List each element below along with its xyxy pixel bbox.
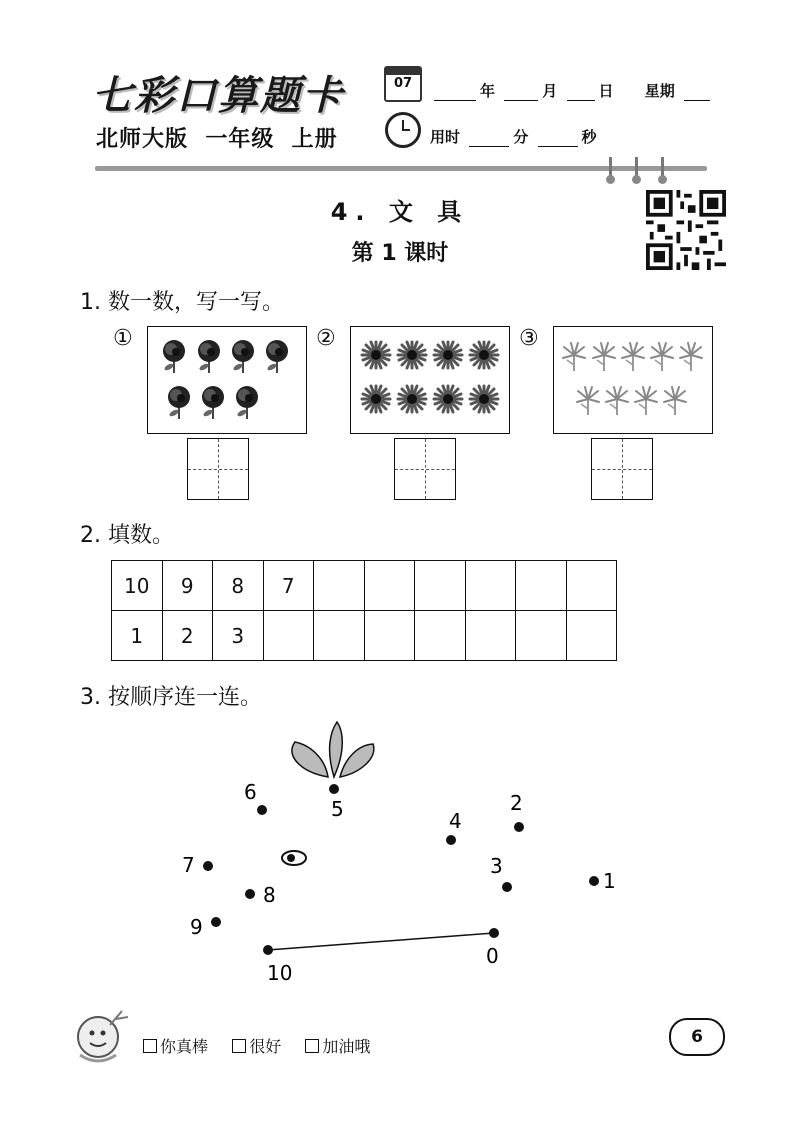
answer-box-2[interactable] bbox=[394, 438, 456, 500]
table-cell: 3 bbox=[213, 611, 264, 661]
edition-label: 北师大版 一年级 上册 bbox=[96, 127, 338, 152]
blank-cell[interactable] bbox=[465, 561, 516, 611]
blank-cell[interactable] bbox=[516, 611, 567, 661]
daisy-icon bbox=[470, 342, 498, 368]
blank-cell[interactable] bbox=[314, 561, 365, 611]
blank-cell[interactable] bbox=[314, 611, 365, 661]
minute-label: 分 bbox=[513, 128, 529, 146]
table-row bbox=[112, 611, 617, 661]
dot-label-2: 2 bbox=[510, 791, 523, 815]
blank-cell[interactable] bbox=[566, 561, 617, 611]
blank-cell[interactable] bbox=[364, 611, 415, 661]
table-cell: 10 bbox=[112, 561, 163, 611]
dot-label-6: 6 bbox=[244, 780, 257, 804]
checkbox[interactable] bbox=[305, 1039, 319, 1053]
binder-ring-icon bbox=[661, 157, 664, 181]
blank-cell[interactable] bbox=[465, 611, 516, 661]
binder-ring-icon bbox=[609, 157, 612, 181]
dot-9[interactable] bbox=[211, 917, 221, 927]
spout-middle-icon bbox=[330, 722, 343, 777]
calendar-icon-number: 07 bbox=[393, 76, 413, 91]
checkbox[interactable] bbox=[232, 1039, 246, 1053]
blank-cell[interactable] bbox=[415, 611, 466, 661]
rose-icon bbox=[266, 340, 288, 373]
lily-icon bbox=[606, 387, 628, 415]
dot-label-5: 5 bbox=[331, 797, 344, 821]
question-2-title: 2. 填数。 bbox=[80, 523, 174, 548]
dot-7[interactable] bbox=[203, 861, 213, 871]
connect-dots-figure bbox=[0, 700, 800, 1000]
rose-icon bbox=[202, 386, 224, 419]
checkbox[interactable] bbox=[143, 1039, 157, 1053]
table-cell: 2 bbox=[162, 611, 213, 661]
picture-box-daisies bbox=[350, 326, 510, 434]
lily-icon bbox=[563, 343, 585, 371]
question-3-title: 3. 按顺序连一连。 bbox=[80, 685, 262, 710]
dot-3[interactable] bbox=[502, 882, 512, 892]
time-used-label: 用时 bbox=[430, 128, 461, 146]
picture-box-lilies bbox=[553, 326, 713, 434]
calendar-icon bbox=[384, 66, 422, 102]
dot-label-3: 3 bbox=[490, 854, 503, 878]
lily-icon bbox=[622, 343, 644, 371]
dot-6[interactable] bbox=[257, 805, 267, 815]
rose-icon bbox=[168, 386, 190, 419]
dot-8[interactable] bbox=[245, 889, 255, 899]
time-line bbox=[430, 126, 597, 147]
binder-ring-icon bbox=[635, 157, 638, 181]
feedback-options bbox=[143, 1034, 370, 1057]
blank-cell[interactable] bbox=[263, 611, 314, 661]
weekday-label: 星期 bbox=[644, 82, 675, 100]
minute-blank[interactable] bbox=[469, 130, 509, 147]
day-label: 日 bbox=[598, 82, 614, 100]
header-divider bbox=[95, 166, 707, 171]
feedback-option-great[interactable]: 你真棒 bbox=[143, 1037, 208, 1056]
lesson-subtitle: 第 1 课时 bbox=[351, 241, 449, 266]
date-line bbox=[430, 80, 714, 101]
dot-label-4: 4 bbox=[449, 809, 462, 833]
item-marker-3: ③ bbox=[519, 326, 539, 351]
item-marker-2: ② bbox=[316, 326, 336, 351]
rose-icon bbox=[198, 340, 220, 373]
lily-icon bbox=[635, 387, 657, 415]
second-blank[interactable] bbox=[538, 130, 578, 147]
table-cell: 9 bbox=[162, 561, 213, 611]
rose-icon bbox=[163, 340, 185, 373]
dot-1[interactable] bbox=[589, 876, 599, 886]
dot-10[interactable] bbox=[263, 945, 273, 955]
day-blank[interactable] bbox=[567, 84, 595, 101]
year-label: 年 bbox=[480, 82, 496, 100]
dot-label-7: 7 bbox=[182, 853, 195, 877]
mascot-icon bbox=[70, 1005, 134, 1069]
dot-label-10: 10 bbox=[267, 961, 293, 985]
feedback-option-keep-going[interactable]: 加油哦 bbox=[305, 1037, 370, 1056]
dot-0[interactable] bbox=[489, 928, 499, 938]
dot-5[interactable] bbox=[329, 784, 339, 794]
blank-cell[interactable] bbox=[364, 561, 415, 611]
daisy-icon bbox=[362, 386, 390, 412]
feedback-option-good[interactable]: 很好 bbox=[232, 1037, 281, 1056]
spout-right-icon bbox=[340, 744, 374, 777]
number-fill-table bbox=[111, 560, 617, 661]
blank-cell[interactable] bbox=[566, 611, 617, 661]
lily-icon bbox=[577, 387, 599, 415]
daisy-icon bbox=[398, 342, 426, 368]
answer-box-3[interactable] bbox=[591, 438, 653, 500]
roses-picture bbox=[148, 327, 306, 433]
month-blank[interactable] bbox=[504, 84, 538, 101]
table-cell: 8 bbox=[213, 561, 264, 611]
month-label: 月 bbox=[542, 82, 558, 100]
blank-cell[interactable] bbox=[415, 561, 466, 611]
daisy-icon bbox=[362, 342, 390, 368]
lily-icon bbox=[680, 343, 702, 371]
year-blank[interactable] bbox=[434, 84, 476, 101]
daisy-icon bbox=[434, 386, 462, 412]
dot-label-0: 0 bbox=[486, 944, 499, 968]
picture-box-roses bbox=[147, 326, 307, 434]
table-cell: 7 bbox=[263, 561, 314, 611]
second-label: 秒 bbox=[581, 128, 597, 146]
eye-pupil-icon bbox=[287, 854, 295, 862]
page-number: 6 bbox=[669, 1018, 725, 1056]
dot-label-9: 9 bbox=[190, 915, 203, 939]
rose-icon bbox=[236, 386, 258, 419]
rose-icon bbox=[232, 340, 254, 373]
question-1-title: 1. 数一数，写一写。 bbox=[80, 290, 284, 315]
lily-icon bbox=[593, 343, 615, 371]
table-row bbox=[112, 561, 617, 611]
dot-2[interactable] bbox=[514, 822, 524, 832]
brand-title: 七彩口算题卡 bbox=[92, 72, 344, 119]
lily-icon bbox=[651, 343, 673, 371]
dot-label-1: 1 bbox=[603, 869, 616, 893]
table-cell: 1 bbox=[112, 611, 163, 661]
dot-4[interactable] bbox=[446, 835, 456, 845]
lily-icon bbox=[664, 387, 686, 415]
clock-icon bbox=[385, 112, 421, 148]
daisy-icon bbox=[470, 386, 498, 412]
answer-box-1[interactable] bbox=[187, 438, 249, 500]
weekday-blank[interactable] bbox=[684, 84, 710, 101]
lesson-title: 4. 文 具 bbox=[330, 198, 470, 226]
qr-code[interactable] bbox=[646, 190, 726, 270]
starter-line bbox=[268, 933, 494, 950]
lilies-picture bbox=[554, 327, 712, 433]
daisy-icon bbox=[398, 386, 426, 412]
blank-cell[interactable] bbox=[516, 561, 567, 611]
item-marker-1: ① bbox=[113, 326, 133, 351]
daisy-icon bbox=[434, 342, 462, 368]
dot-label-8: 8 bbox=[263, 883, 276, 907]
spout-left-icon bbox=[292, 742, 328, 777]
daisies-picture bbox=[351, 327, 509, 433]
